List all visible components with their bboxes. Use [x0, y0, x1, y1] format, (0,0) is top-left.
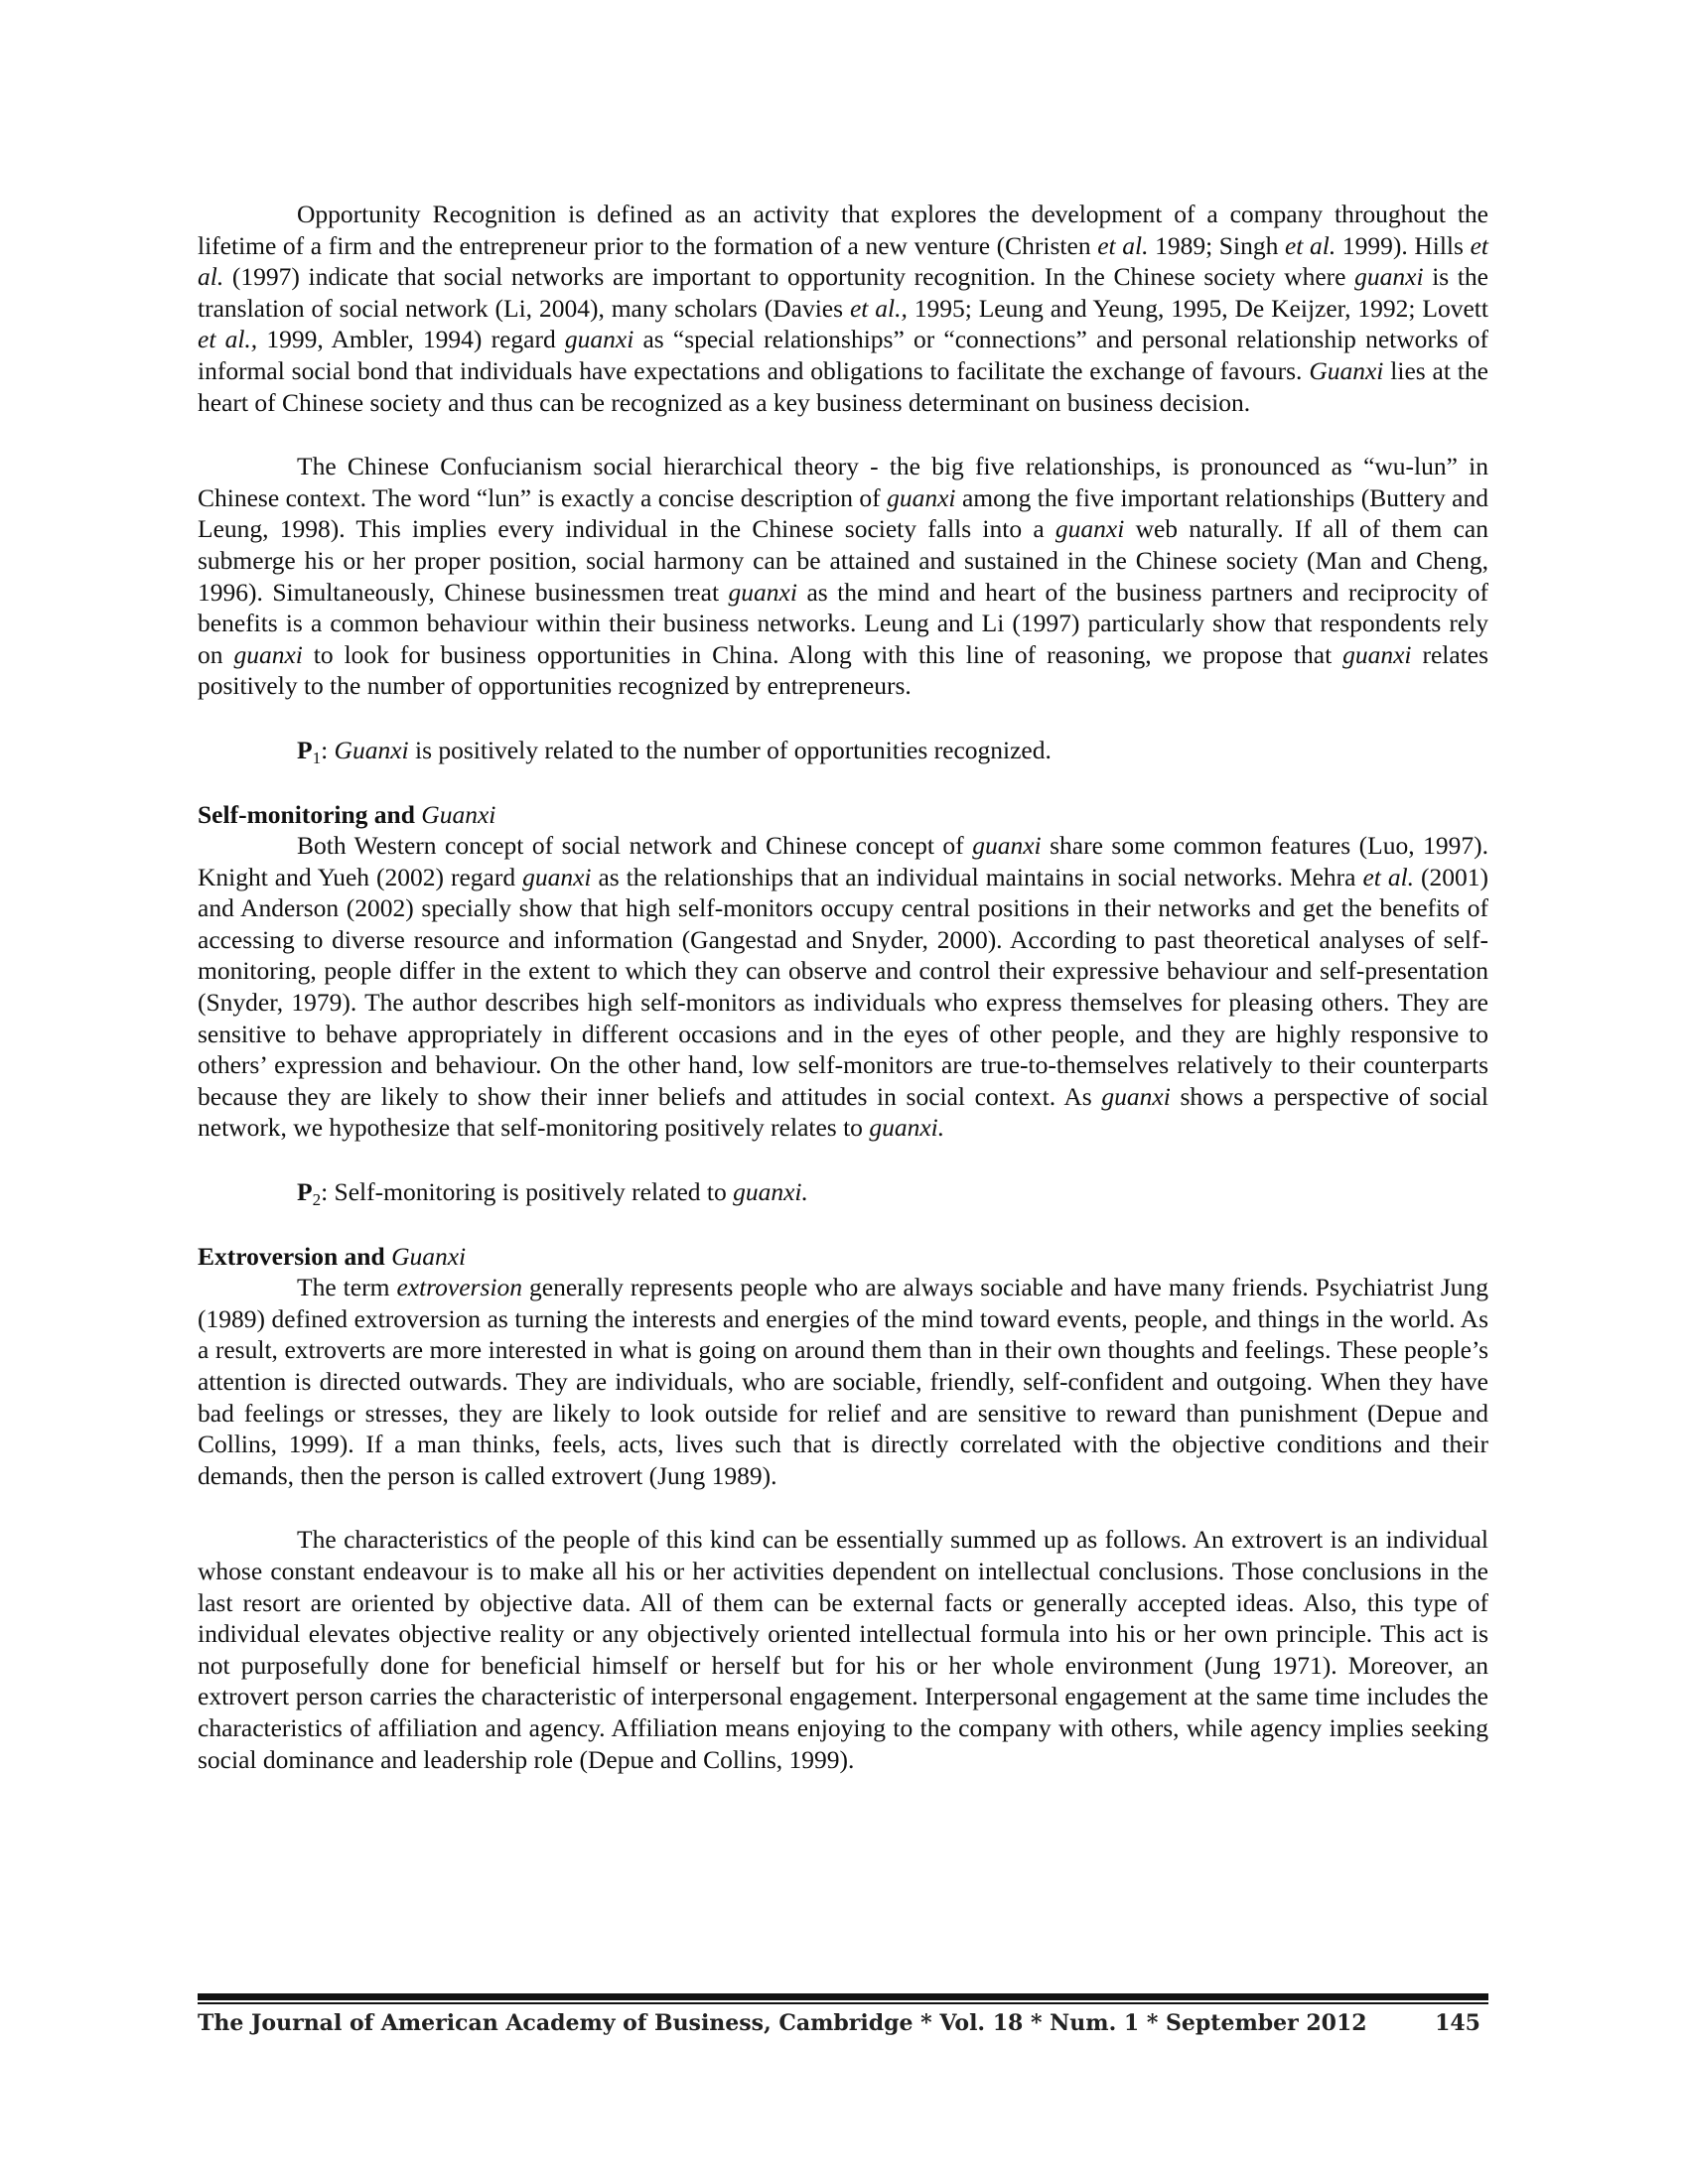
text-run: et al.	[1362, 862, 1415, 891]
text-run: guanxi	[1101, 1081, 1171, 1111]
text-run: extroversion	[396, 1273, 522, 1302]
text-run: (2001) and Anderson (2002) specially show that high self-monitors occupy central positions in their networks and get the benefits of accessing to diverse resource and information (Gangestad and Snyder, 2000). According to past theoretical analyses of self-monitoring, people differ in the extent to which they can observe and control their expressive behaviour and self-presentation (Snyder, 1979). The author describes high self-monitors as individuals who express themselves for pleasing others. They are sensitive to behave appropriately in different occasions and in the eyes of other people, and they are highly responsive to others’ expression and behaviour. On the other hand, low self-monitors are true-to-themselves relatively to their counterparts because they are likely to show their inner beliefs and attitudes in social context. As	[198, 862, 1489, 1111]
proposition-2	[297, 1176, 1488, 1208]
text-run: et al.	[1284, 230, 1336, 260]
footer-rule-thin	[198, 2002, 1488, 2004]
text-run: The term	[297, 1273, 397, 1302]
footer-rule-thick	[198, 1993, 1488, 2000]
text-run: lies at the heart of Chinese society and thus can be recognized as a key business determinant on business decision.	[198, 355, 1488, 417]
text-run: guanxi	[1354, 262, 1424, 292]
text-run: as the relationships that an individual maintains in social networks. Mehra	[591, 862, 1363, 891]
section-heading-self-monitoring	[198, 799, 1488, 831]
text-run: 1999, Ambler, 1994) regard	[257, 325, 565, 354]
text-run: share some common features (Luo, 1997). Knight and Yueh (2002) regard	[198, 831, 1489, 891]
text-run: The Chinese Confucianism social hierarchical theory - the big five relationships, is pronounced as “wu-lun” in Chinese context. The word “lun” is exactly a concise description of	[198, 452, 1488, 512]
text-run: 1989; Singh	[1148, 230, 1285, 260]
text-run: guanxi	[564, 325, 634, 354]
text-run: P	[297, 735, 313, 764]
paragraph-extroversion	[198, 1272, 1488, 1491]
text-run: guanxi	[1342, 639, 1412, 669]
text-run: Extroversion and	[198, 1241, 392, 1271]
text-run: guanxi	[887, 482, 956, 512]
paragraph-self-monitoring	[198, 830, 1488, 1144]
text-run: guanxi	[1055, 514, 1125, 544]
journal-citation: The Journal of American Academy of Business, Cambridge * Vol. 18 * Num. 1 * September 2012	[198, 2010, 1367, 2036]
text-run: 1	[312, 748, 322, 767]
text-run: guanxi	[972, 831, 1042, 861]
text-run: generally represents people who are always sociable and have many friends. Psychiatrist Jung (1989) defined extroversion as turning the interests and energies of the mind toward events, people, and things in the world. As a result, extroverts are more interested in what is going on around them than in their own thoughts and feelings. These people’s attention is directed outwards. They are individuals, who are sociable, friendly, self-confident and outgoing. When they have bad feelings or stresses, they are likely to look outside for relief and are sensitive to reward than punishment (Depue and Collins, 1999). If a man thinks, feels, acts, lives such that is directly correlated with the objective conditions and their demands, then the person is called extrovert (Jung 1989).	[198, 1273, 1488, 1490]
article-body	[198, 199, 1488, 1775]
text-run: 1995; Leung and Yeung, 1995, De Keijzer, 1992; Lovett	[907, 293, 1488, 323]
page-number: 145	[1435, 2010, 1480, 2036]
text-run: : Self-monitoring is positively related to	[321, 1177, 734, 1207]
paragraph-opportunity-recognition	[198, 199, 1488, 418]
text-run: web naturally. If all of them can submerge his or her proper position, social harmony can be attained and sustained in the Chinese society (Man and Cheng, 1996). Simultaneously, Chinese businessmen treat	[198, 514, 1488, 607]
section-heading-extroversion	[198, 1241, 1488, 1273]
text-run: et al.	[198, 230, 1488, 292]
text-run: guanxi.	[869, 1113, 945, 1143]
proposition-1	[297, 735, 1488, 766]
text-run: is the translation of social network (Li, 2004), many scholars (Davies	[198, 262, 1488, 323]
text-run: as the mind and heart of the business partners and reciprocity of benefits is a common behaviour within their business networks. Leung and Li (1997) particularly show that respondents rely on	[198, 577, 1489, 669]
paragraph-confucianism	[198, 451, 1488, 702]
text-run: 2	[312, 1190, 322, 1210]
text-run: is positively related to the number of opportunities recognized.	[408, 735, 1052, 764]
text-run: guanxi	[728, 577, 797, 607]
text-run: among the five important relationships (Buttery and Leung, 1998). This implies every individual in the Chinese society falls into a	[198, 482, 1488, 544]
text-run: guanxi	[522, 862, 592, 891]
text-run: guanxi	[233, 639, 303, 669]
text-run: relates positively to the number of opportunities recognized by entrepreneurs.	[198, 639, 1488, 701]
paragraph-extrovert-characteristics	[198, 1524, 1488, 1775]
text-run: Both Western concept of social network and Chinese concept of	[297, 831, 973, 861]
text-run: P	[297, 1177, 313, 1207]
text-run: The characteristics of the people of this kind can be essentially summed up as follows. An extrovert is an individual whose constant endeavour is to make all his or her activities dependent on intellectual conclusions. Those conclusions in the last resort are oriented by objective data. All of them can be external facts or generally accepted ideas. Also, this type of individual elevates objective reality or any objectively oriented intellectual formula into his or her own principle. This act is not purposefully done for beneficial himself or herself but for his or her whole environment (Jung 1971). Moreover, an extrovert person carries the characteristic of interpersonal engagement. Interpersonal engagement at the same time includes the characteristics of affiliation and agency. Affiliation means enjoying to the company with others, while agency implies seeking social dominance and leadership role (Depue and Collins, 1999).	[198, 1525, 1488, 1774]
text-run: 1999). Hills	[1336, 230, 1471, 260]
text-run: Guanxi	[391, 1241, 467, 1271]
text-run: et al.,	[849, 293, 908, 323]
text-run: guanxi.	[733, 1177, 808, 1207]
text-run: Opportunity Recognition is defined as an activity that explores the development of a company throughout the lifetime of a firm and the entrepreneur prior to the formation of a new venture (Christen	[198, 200, 1488, 260]
text-run: et al.,	[198, 325, 258, 354]
text-run: Self-monitoring and	[198, 799, 422, 829]
text-run: to look for business opportunities in China. Along with this line of reasoning, we propose that	[302, 639, 1343, 669]
text-run: Guanxi	[334, 735, 409, 764]
text-run: (1997) indicate that social networks are important to opportunity recognition. In the Chinese society where	[223, 262, 1355, 292]
text-run: et al.	[1097, 230, 1149, 260]
text-run: Guanxi	[1309, 355, 1384, 385]
text-run: Guanxi	[421, 799, 496, 829]
text-run: :	[321, 735, 335, 764]
text-run: shows a perspective of social network, we hypothesize that self-monitoring positively relates to	[198, 1081, 1488, 1143]
text-run: as “special relationships” or “connections” and personal relationship networks of informal social bond that individuals have expectations and obligations to facilitate the exchange of favours.	[198, 325, 1489, 385]
